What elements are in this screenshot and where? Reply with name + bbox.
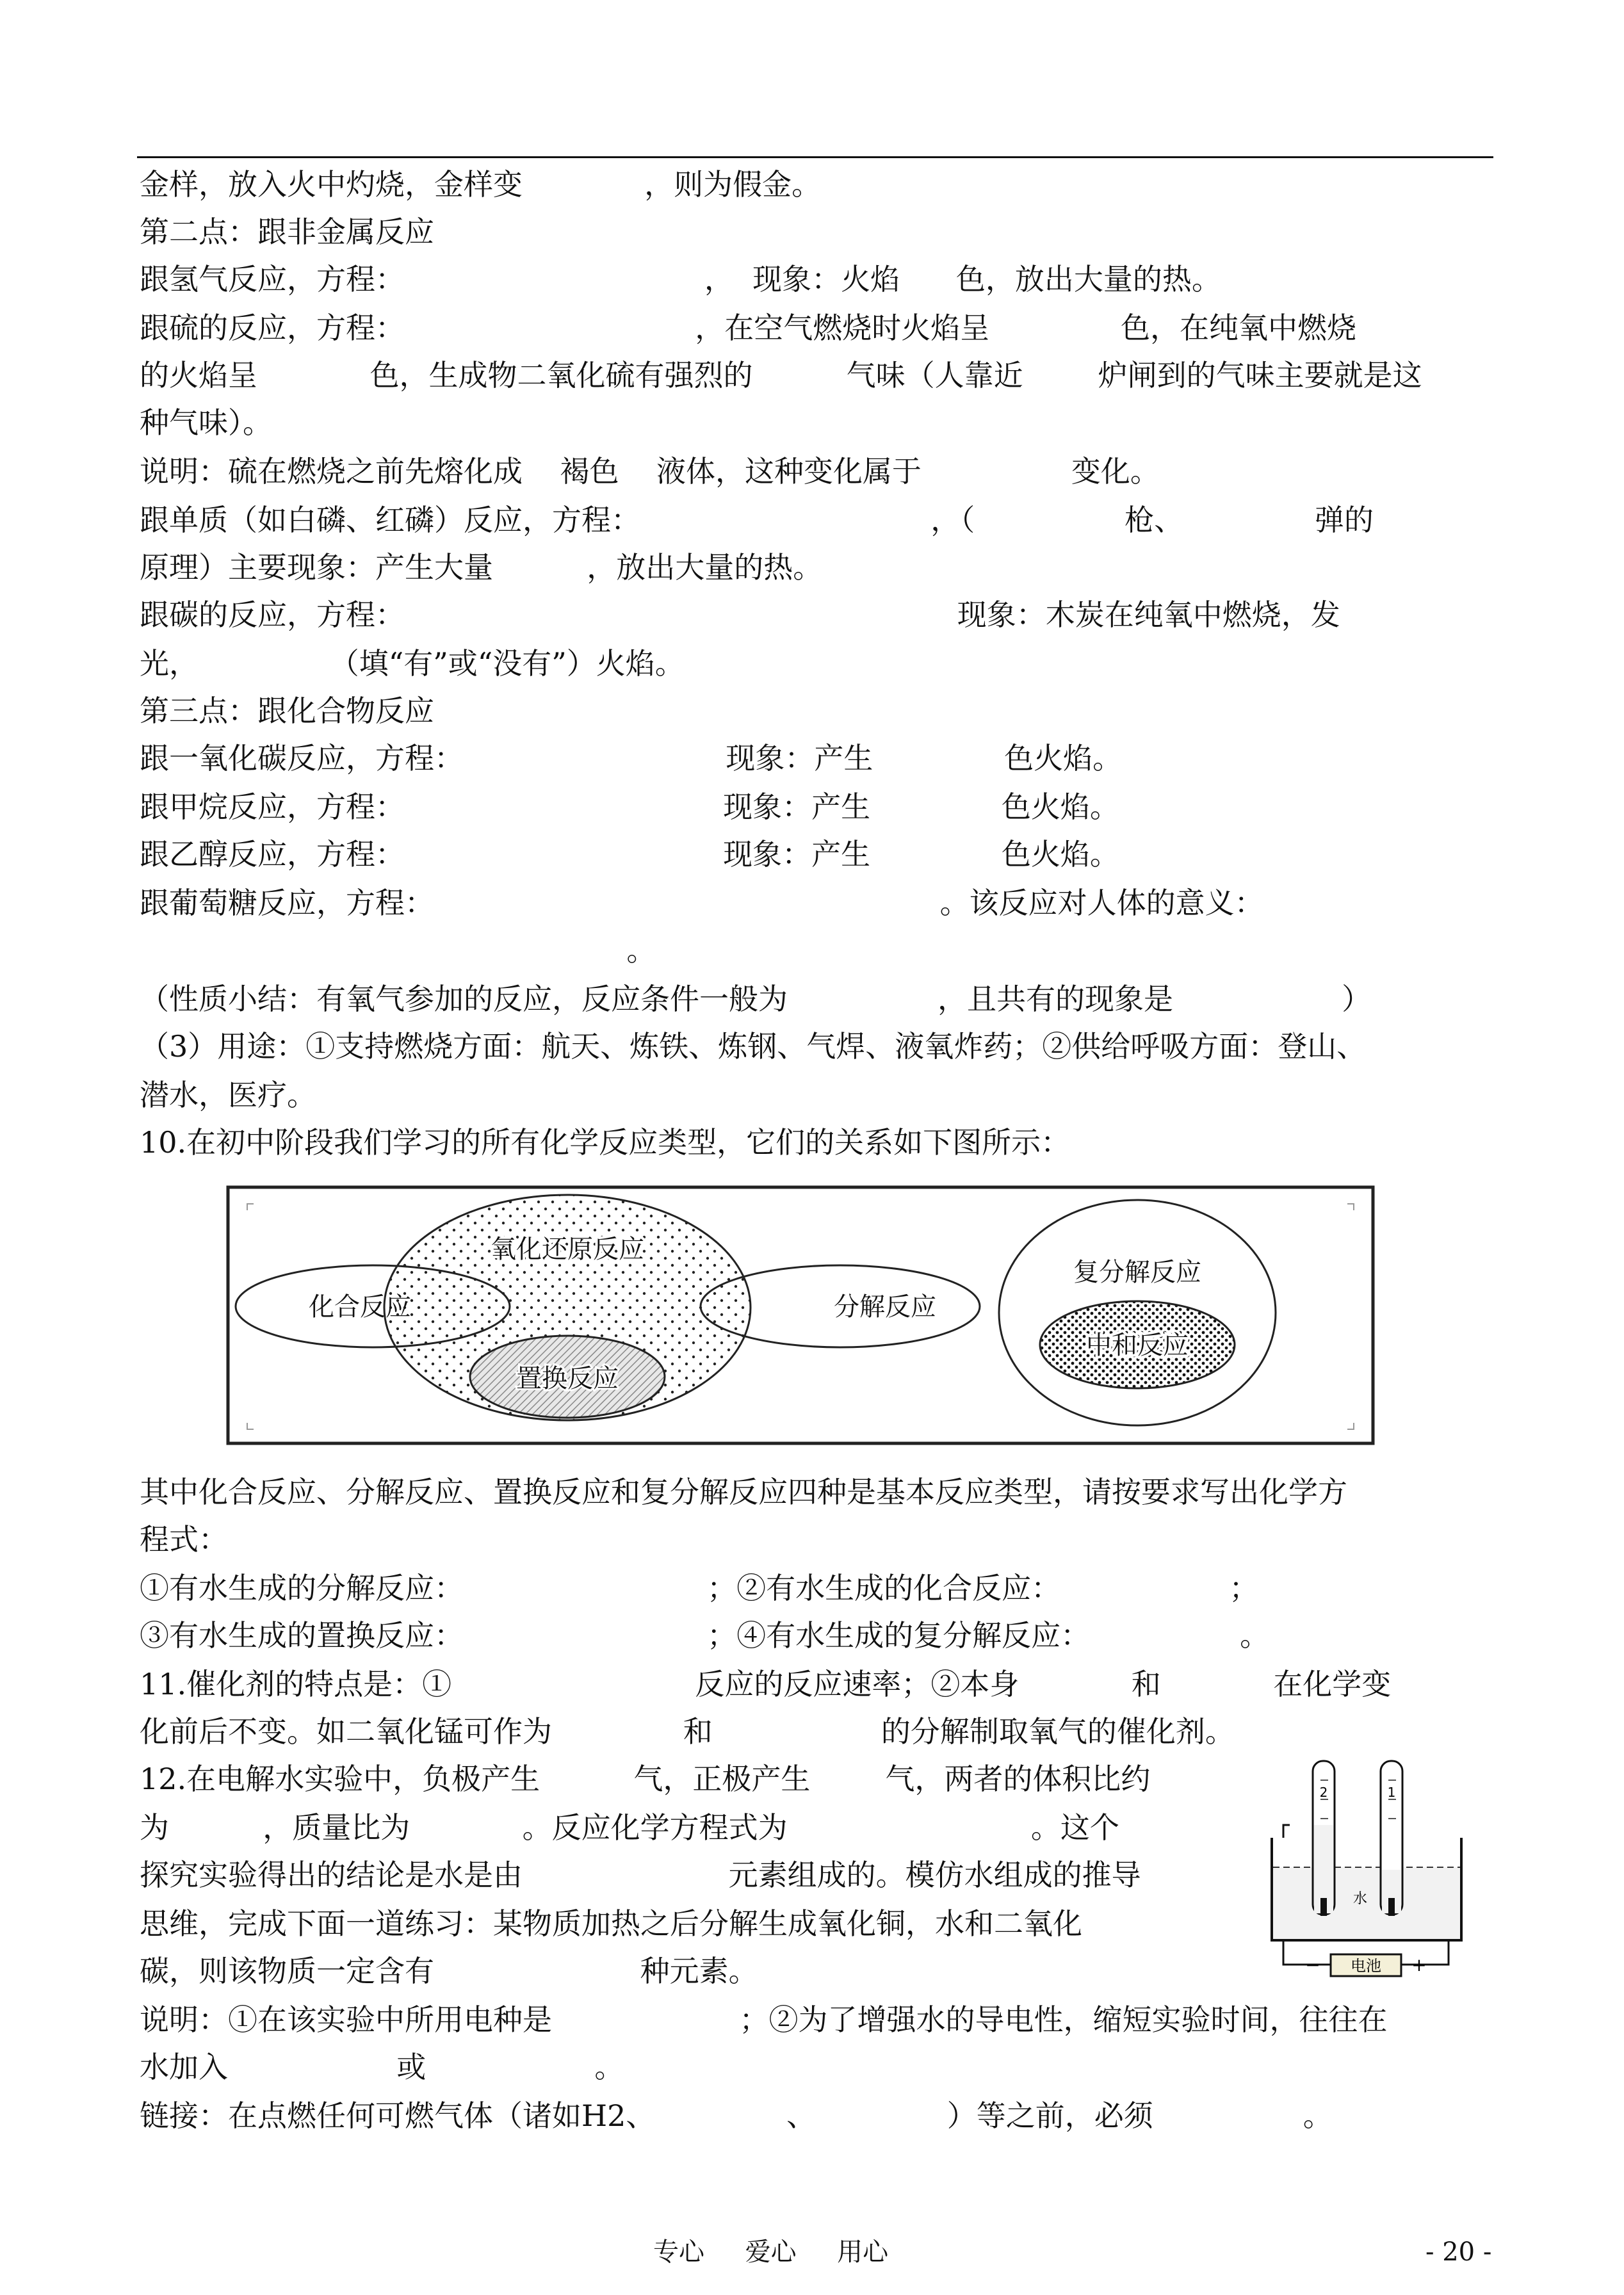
footer-motto: 专心 爱心 用心 [653, 2237, 889, 2267]
text-line: 种气味）。 [140, 405, 272, 440]
label-redox: 氧化还原反应 [491, 1235, 644, 1264]
text-line: 光， （填“有”或“没有”）火焰。 [140, 646, 685, 681]
text-line: 跟一氧化碳反应，方程： 现象：产生 色火焰。 [140, 741, 1123, 775]
label-decomposition: 分解反应 [834, 1292, 936, 1322]
label-combination: 化合反应 [309, 1292, 411, 1322]
text-line: 金样，放入火中灼烧，金样变 ，则为假金。 [140, 167, 822, 202]
text-line: 原理）主要现象：产生大量 ，放出大量的热。 [140, 550, 823, 585]
text-line: 水加入 或 。 [140, 2050, 624, 2084]
label-displacement: 置换反应 [516, 1364, 619, 1393]
battery-plus: + [1411, 1954, 1427, 1975]
text-line: 化前后不变。如二氧化锰可作为 和 的分解制取氧气的催化剂。 [140, 1714, 1235, 1749]
text-line: 潜水，医疗。 [140, 1078, 316, 1112]
water-label: 水 [1352, 1891, 1368, 1907]
tube-left-label: 2 [1319, 1785, 1328, 1800]
text-line: 碳，则该物质一定含有 种元素。 [140, 1954, 758, 1988]
text-line: 第三点：跟化合物反应 [140, 693, 434, 728]
text-line: 跟碳的反应，方程： 现象：木炭在纯氧中燃烧，发 [140, 597, 1340, 632]
text-line: 的火焰呈 色，生成物二氧化硫有强烈的 气味（人靠近 炉闸到的气味主要就是这 [140, 358, 1422, 393]
text-line: 探究实验得出的结论是水是由 元素组成的。模仿水组成的推导 [140, 1858, 1141, 1892]
text-line: （3）用途：①支持燃烧方面：航天、炼铁、炼钢、气焊、液氧炸药；②供给呼吸方面：登山、 [140, 1029, 1367, 1064]
text-line: 跟氢气反应，方程： ， 现象：火焰 色，放出大量的热。 [140, 262, 1221, 296]
text-line: 第二点：跟非金属反应 [140, 215, 434, 249]
page-number: - 20 - [1425, 2237, 1492, 2267]
header-rule [137, 156, 1493, 158]
battery-label: 电池 [1351, 1957, 1381, 1975]
text-line: （性质小结：有氧气参加的反应，反应条件一般为 ，且共有的现象是 ） [140, 982, 1372, 1016]
text-line: 说明：①在该实验中所用电种是 ；②为了增强水的导电性，缩短实验时间，往往在 [140, 2002, 1388, 2037]
text-line: 链接：在点燃任何可燃气体（诸如H2、 、 ）等之前，必须 。 [140, 2098, 1333, 2133]
text-line: 10.在初中阶段我们学习的所有化学反应类型，它们的关系如下图所示： [140, 1125, 1071, 1160]
label-double-decomposition: 复分解反应 [1073, 1258, 1201, 1287]
text-line: 。 [140, 933, 656, 968]
text-line: ①有水生成的分解反应： ；②有水生成的化合反应： ； [140, 1571, 1259, 1605]
text-line: 其中化合反应、分解反应、置换反应和复分解反应四种是基本反应类型，请按要求写出化学方 [140, 1475, 1347, 1509]
battery-minus: − [1305, 1954, 1320, 1975]
electrolysis-apparatus [1259, 1755, 1473, 1979]
text-line: 程式： [140, 1522, 228, 1557]
text-line: 为 ，质量比为 。反应化学方程式为 。这个 [140, 1810, 1119, 1845]
text-line: ③有水生成的置换反应： ；④有水生成的复分解反应： 。 [140, 1618, 1270, 1653]
text-line: 跟乙醇反应，方程： 现象：产生 色火焰。 [140, 837, 1119, 872]
text-line: 跟甲烷反应，方程： 现象：产生 色火焰。 [140, 790, 1119, 824]
text-line: 跟单质（如白磷、红磷）反应，方程： ，（ 枪、 弹的 [140, 503, 1374, 537]
text-line: 12.在电解水实验中，负极产生 气，正极产生 气，两者的体积比约 [140, 1762, 1151, 1796]
text-line: 11.催化剂的特点是：① 反应的反应速率；②本身 和 在化学变 [140, 1667, 1392, 1701]
text-line: 跟葡萄糖反应，方程： 。该反应对人体的意义： [140, 886, 1264, 920]
text-line: 跟硫的反应，方程： ，在空气燃烧时火焰呈 色，在纯氧中燃烧 [140, 311, 1356, 345]
tube-right-label: 1 [1387, 1785, 1396, 1800]
text-line: 思维，完成下面一道练习：某物质加热之后分解生成氧化铜，水和二氧化 [140, 1906, 1082, 1941]
label-neutralization: 中和反应 [1086, 1331, 1189, 1360]
reaction-types-diagram [225, 1185, 1376, 1447]
text-line: 说明：硫在燃烧之前先熔化成 褐色 液体，这种变化属于 变化。 [140, 454, 1160, 489]
